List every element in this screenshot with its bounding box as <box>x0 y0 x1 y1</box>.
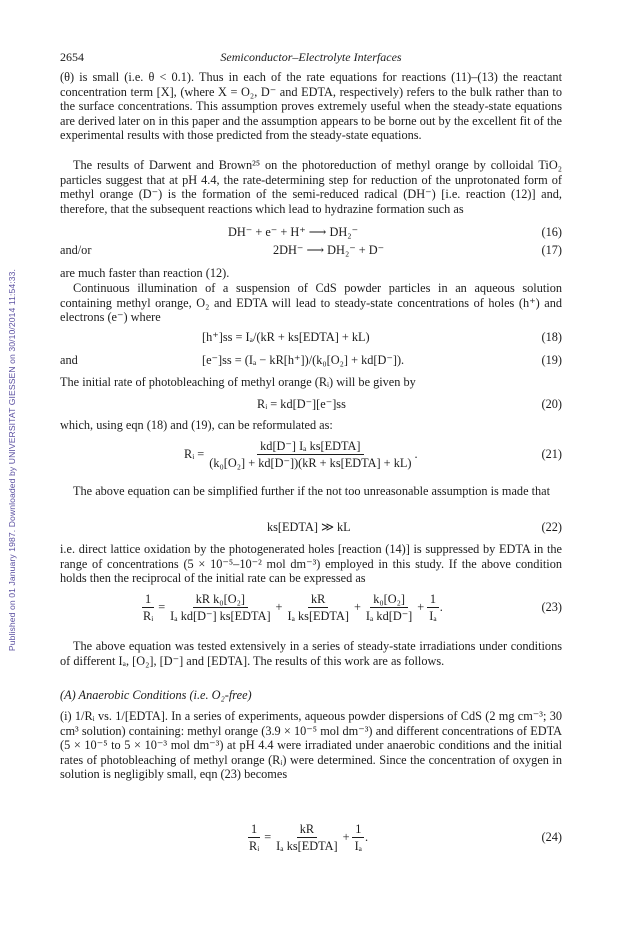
equation-23-term-4-denominator: Iₐ <box>429 608 437 623</box>
equation-23-number: (23) <box>541 600 562 614</box>
equation-23-term-3 <box>363 592 415 623</box>
equation-16 <box>60 224 562 240</box>
equation-23-term-2 <box>284 592 351 623</box>
equation-21 <box>60 437 562 471</box>
publication-sidebar <box>6 140 18 780</box>
equation-23-term-1 <box>167 592 273 623</box>
equation-19-number: (19) <box>541 353 562 367</box>
equation-24-term-1-denominator: Iₐ ks[EDTA] <box>276 838 338 853</box>
section-heading-anaerobic: (A) Anaerobic Conditions (i.e. O₂-free) <box>60 688 252 702</box>
equation-20-body: Rᵢ = kd[D⁻][e⁻]ss <box>257 397 346 411</box>
page-header <box>60 50 562 66</box>
equation-24-lhs-numerator: 1 <box>248 822 260 838</box>
equation-19 <box>60 352 562 368</box>
equation-23-lhs-denominator: Rᵢ <box>143 608 154 623</box>
equation-18-number: (18) <box>541 330 562 344</box>
equation-20 <box>60 396 562 412</box>
publication-note: Published on 01 January 1987. Downloaded by UNIVERSITAT GIESSEN on 30/10/2014 11:54:33. <box>7 268 17 652</box>
equation-24-lhs-denominator: Rᵢ <box>249 838 260 853</box>
paragraph-tested-extensively: The above equation was tested extensively in a series of steady-state irradiations under conditions of different Iₐ, [O₂], [D⁻] and [EDTA]. The results of this work are as follows. <box>60 639 562 668</box>
equation-16-number: (16) <box>541 225 562 239</box>
paragraph-reformulated: which, using eqn (18) and (19), can be reformulated as: <box>60 418 333 432</box>
equation-20-number: (20) <box>541 397 562 411</box>
equation-23-term-4-numerator: 1 <box>427 592 439 608</box>
equation-21-tail: . <box>414 446 418 461</box>
equation-22 <box>60 519 562 535</box>
equation-24-lhs <box>246 822 262 853</box>
equation-18-body: [h⁺]ss = Iₐ/(kR + ks[EDTA] + kL) <box>202 330 370 344</box>
paragraph-theta-assumption: (θ) is small (i.e. θ < 0.1). Thus in each of the rate equations for reactions (11)–(13) the reactant concentration term [X], (where X = O₂, D⁻ and EDTA, respectively) refers to the bulk rather than to the surface concentrations. This assumption proves extremely useful when the steady-state equations are derived later on in this paper and the assumption appears to be borne out by the excellent fit of the experimental results with those predicted from the steady-state equations. <box>60 70 562 143</box>
running-title: Semiconductor–Electrolyte Interfaces <box>220 50 402 64</box>
equation-21-denominator: (k₀[O₂] + kd[D⁻])(kR + ks[EDTA] + kL) <box>209 455 412 470</box>
equation-19-connector: and <box>60 353 78 367</box>
paragraph-anaerobic-experiments: (i) 1/Rᵢ vs. 1/[EDTA]. In a series of experiments, aqueous powder dispersions of CdS (2 mg cm⁻³; 30 cm³ solution) containing: methyl orange (3.9 × 10⁻⁵ mol dm⁻³) and different concentrations of EDTA (5 × 10⁻⁵ to 5 × 10⁻³ mol dm⁻³) at pH 4.4 were irradiated under anaerobic conditions and the initial rates of photobleaching of methyl orange (Rᵢ) were determined. Since the concentration of oxygen in solution is negligibly small, eqn (23) becomes <box>60 709 562 782</box>
equation-19-body: [e⁻]ss = (Iₐ − kR[h⁺])/(k₀[O₂] + kd[D⁻]). <box>202 353 405 367</box>
equation-17-number: (17) <box>541 243 562 257</box>
equation-23-term-1-denominator: Iₐ kd[D⁻] ks[EDTA] <box>170 608 271 623</box>
equation-23-lhs <box>140 592 156 623</box>
equation-24: $\frac{1}{\text{Rᵢ}}$ = kR Iₐ ks[EDTA] + $\frac{1}{\text{Iₐ}}$ . (24) <box>60 820 562 854</box>
equation-24-term-2-numerator: 1 <box>352 822 364 838</box>
equation-21-number: (21) <box>541 447 562 461</box>
paragraph-lattice-oxidation: i.e. direct lattice oxidation by the photogenerated holes [reaction (14)] is suppressed by EDTA in the range of concentrations (5 × 10⁻⁵–10⁻² mol dm⁻³) employed in this study. If the above condition holds then the reciprocal of the initial rate can be expressed as <box>60 542 562 586</box>
equation-23-term-3-numerator: k₀[O₂] <box>370 592 408 608</box>
equation-23-term-4 <box>426 592 439 623</box>
equation-23-term-3-denominator: Iₐ kd[D⁻] <box>365 608 413 623</box>
equation-24-term-1-numerator: kR <box>297 822 317 838</box>
paragraph-simplification: The above equation can be simplified further if the not too unreasonable assumption is made that <box>73 484 551 498</box>
equation-23: $\frac{1}{\text{Rᵢ}}$ = kR k₀[O₂] Iₐ kd[D⁻] ks[EDTA] + kR Iₐ ks[EDTA] + $\frac{\text{k₀[O₂]}}{\text{Iₐ kd[D⁻]}}$ + $\frac{1}{\text{Iₐ}}$ . (23) <box>60 590 562 624</box>
equation-24-term-1 <box>273 822 340 853</box>
page-number: 2654 <box>60 50 84 64</box>
equation-17-body: 2DH⁻ ⟶ DH₂⁻ + D⁻ <box>273 243 385 257</box>
equation-24-number: (24) <box>541 830 562 844</box>
equation-17-connector: and/or <box>60 243 92 257</box>
paragraph-darwent-brown: The results of Darwent and Brown²⁵ on the photoreduction of methyl orange by colloidal TiO₂ particles suggest that at pH 4.4, the rate-determining step for reduction of the unprotonated form of methyl orange (D⁻) is the formation of the semi-reduced radical (DH⁻) [i.e. reaction (12)] and, therefore, that the subsequent reactions which lead to hydrazine formation such as <box>60 158 562 216</box>
equation-23-term-2-numerator: kR <box>308 592 328 608</box>
equation-16-body: DH⁻ + e⁻ + H⁺ ⟶ DH₂⁻ <box>228 225 359 239</box>
equation-23-term-2-denominator: Iₐ ks[EDTA] <box>287 608 349 623</box>
equation-23-term-1-numerator: kR k₀[O₂] <box>193 592 248 608</box>
equation-21-fraction <box>206 439 414 470</box>
equation-21-lhs: Rᵢ = <box>184 446 205 461</box>
equation-21-numerator: kd[D⁻] Iₐ ks[EDTA] <box>257 439 363 455</box>
paragraph-faster-reactions: are much faster than reaction (12). <box>60 266 230 280</box>
equation-17 <box>60 242 562 258</box>
paragraph-initial-rate: The initial rate of photobleaching of methyl orange (Rᵢ) will be given by <box>60 375 416 389</box>
paragraph-continuous-illumination: Continuous illumination of a suspension of CdS powder particles in an aqueous solution containing methyl orange, O₂ and EDTA will lead to steady-state concentrations of holes (h⁺) and electrons (e⁻) where <box>60 281 562 325</box>
equation-24-term-2-denominator: Iₐ <box>354 838 363 853</box>
equation-22-body: ks[EDTA] ≫ kL <box>267 520 351 534</box>
equation-23-lhs-numerator: 1 <box>142 592 154 608</box>
equation-22-number: (22) <box>541 520 562 534</box>
equation-24-term-2 <box>352 822 365 853</box>
equation-18 <box>60 329 562 345</box>
